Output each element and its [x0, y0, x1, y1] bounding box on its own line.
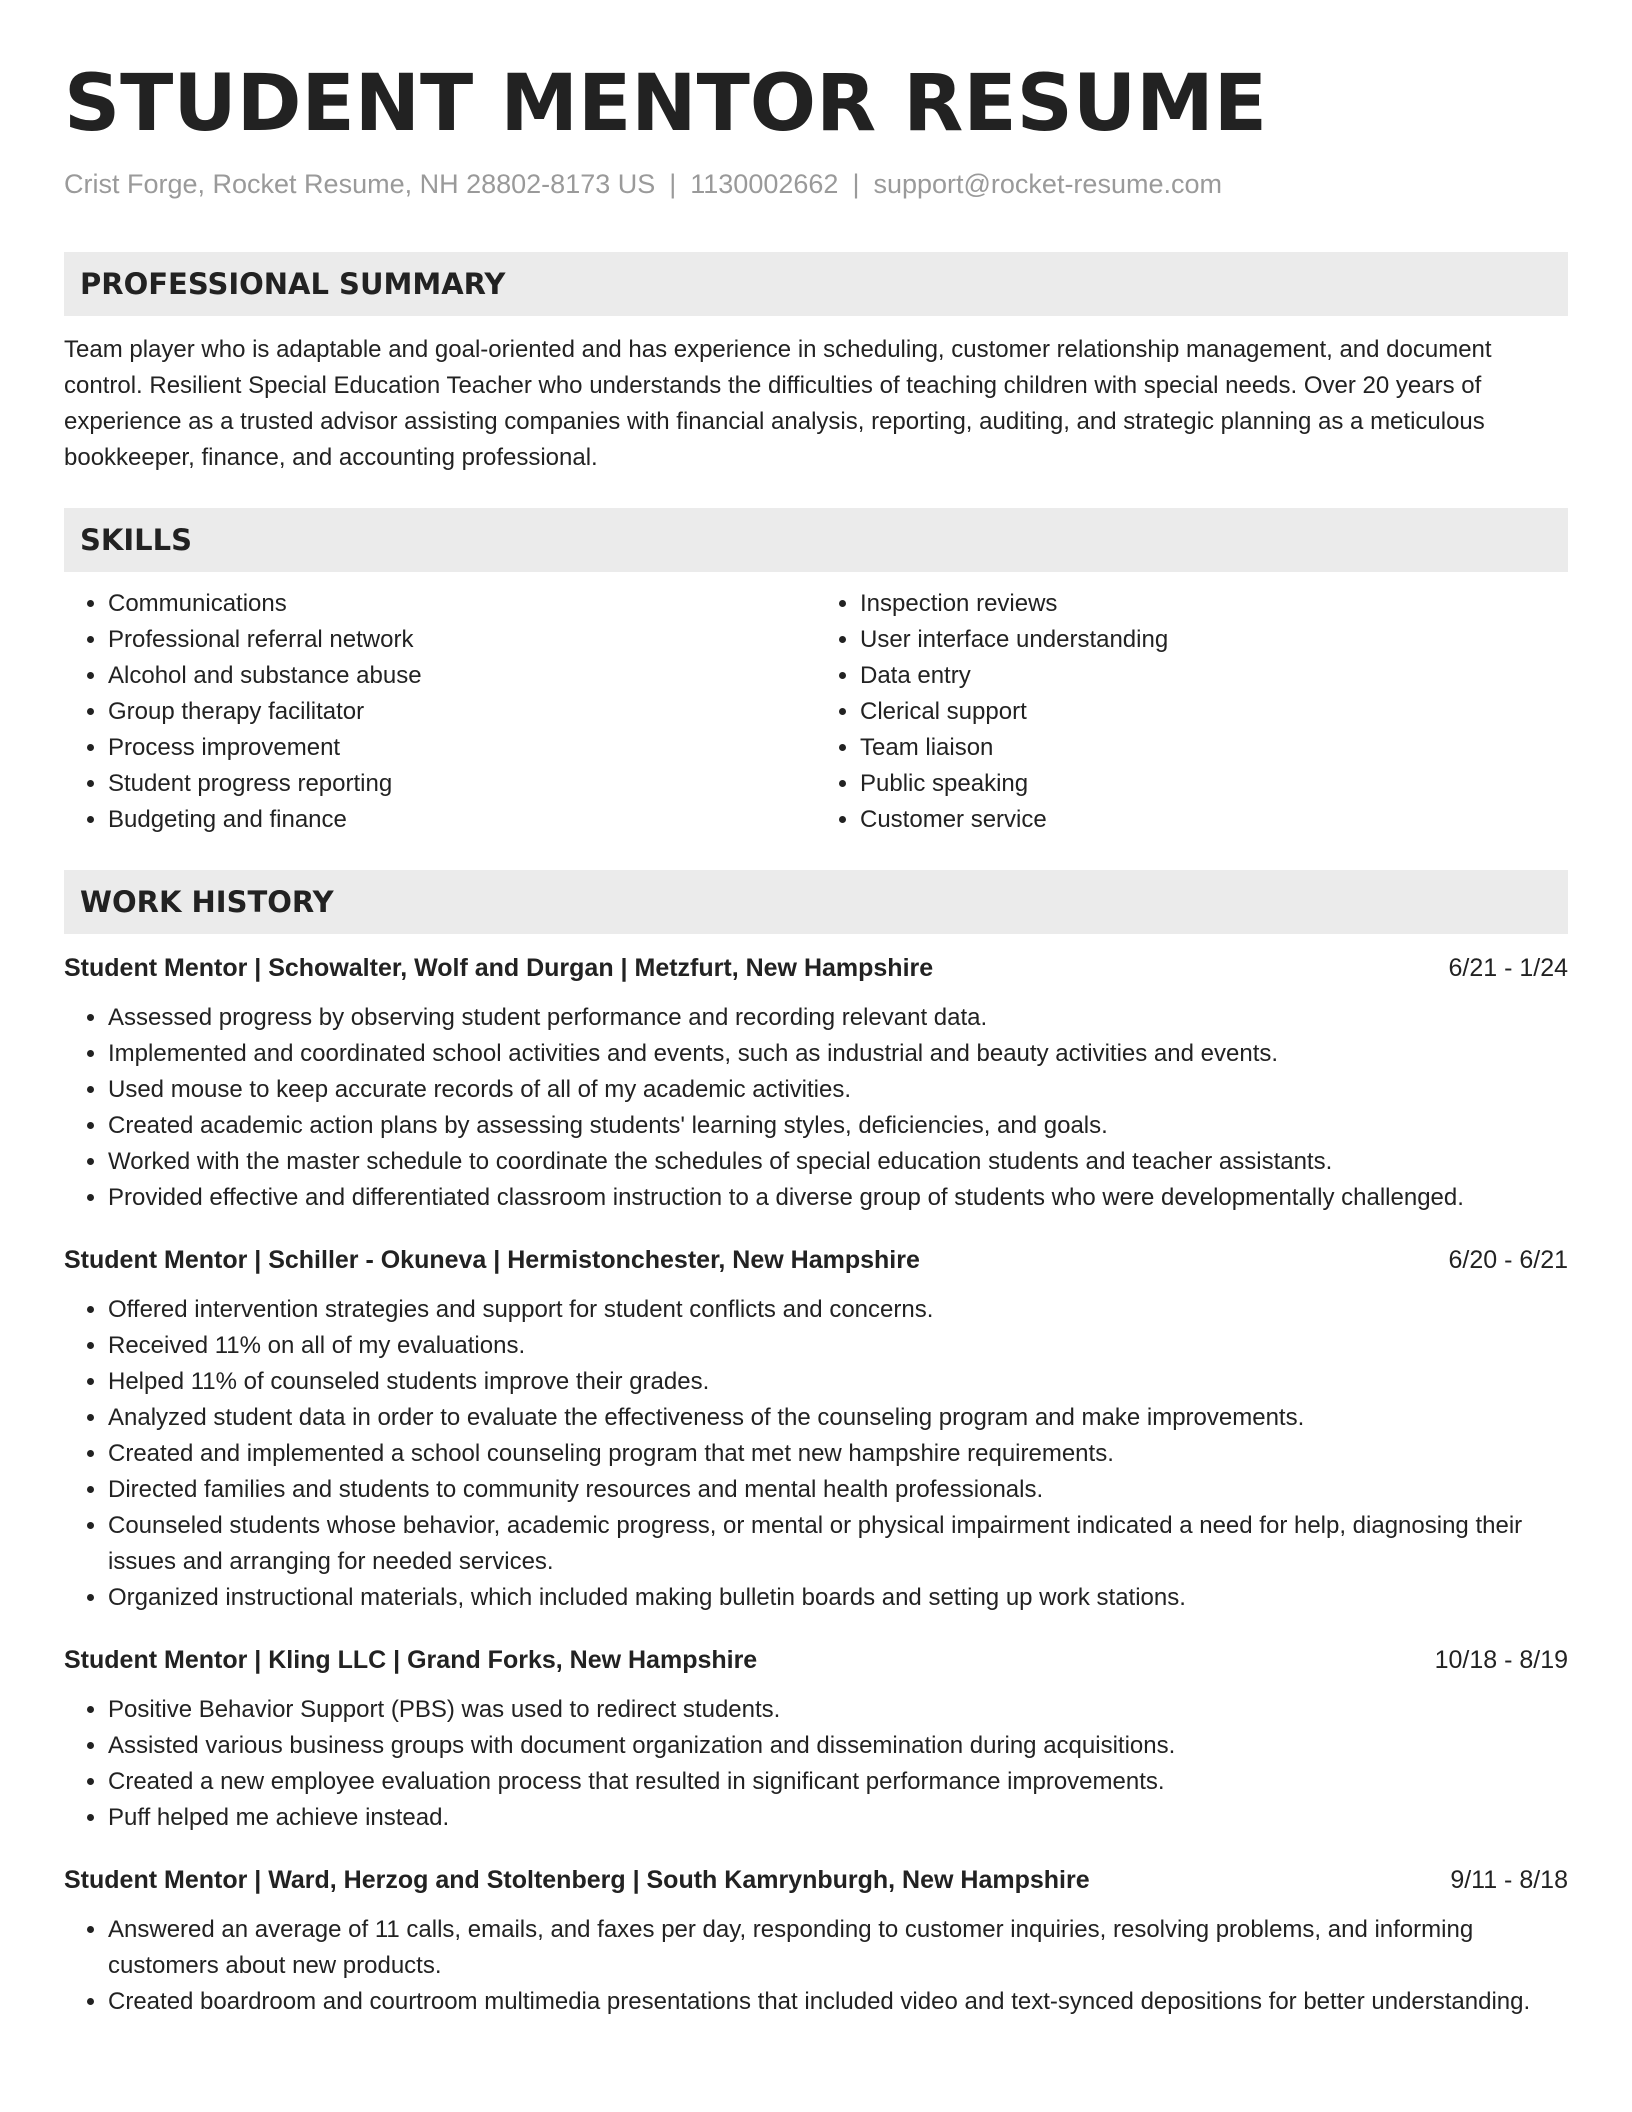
- job-bullet: • Received 11% on all of my evaluations.: [108, 1328, 1568, 1364]
- job-bullet: • Answered an average of 11 calls, emails, and faxes per day, responding to customer inquiries, resolving problems, and informing customers about new products.: [108, 1912, 1568, 1984]
- skills-column-right: [816, 586, 1568, 838]
- job-bullet: • Analyzed student data in order to evaluate the effectiveness of the counseling program and make improvements.: [108, 1400, 1568, 1436]
- skill-item: • Inspection reviews: [860, 586, 1568, 622]
- job-bullet: • Worked with the master schedule to coordinate the schedules of special education students and teacher assistants.: [108, 1144, 1568, 1180]
- summary-text: Team player who is adaptable and goal-oriented and has experience in scheduling, customer relationship management, and document control. Resilient Special Education Teacher who understands the difficulties of teaching children with special needs. Over 20 years of experience as a trusted advisor assisting companies with financial analysis, reporting, auditing, and strategic planning as a meticulous bookkeeper, finance, and accounting professional.: [64, 336, 1492, 471]
- job-title: Student Mentor | Kling LLC | Grand Forks, New Hampshire: [64, 1646, 758, 1674]
- resume-title: STUDENT MENTOR RESUME: [64, 59, 1268, 149]
- skills-list: [64, 586, 1568, 838]
- skill-item: • Data entry: [860, 658, 1568, 694]
- job-bullet: • Assisted various business groups with document organization and dissemination during acquisitions.: [108, 1728, 1568, 1764]
- job-bullet: • Helped 11% of counseled students improve their grades.: [108, 1364, 1568, 1400]
- skill-item: • Customer service: [860, 802, 1568, 838]
- job-bullet: • Positive Behavior Support (PBS) was used to redirect students.: [108, 1692, 1568, 1728]
- job-dates: 6/20 - 6/21: [1448, 1246, 1568, 1274]
- job-title: Student Mentor | Schiller - Okuneva | Hermistonchester, New Hampshire: [64, 1246, 920, 1274]
- job-header: [64, 950, 1568, 986]
- job-title: Student Mentor | Ward, Herzog and Stoltenberg | South Kamrynburgh, New Hampshire: [64, 1866, 1090, 1894]
- job-header: [64, 1242, 1568, 1278]
- job-entry: [64, 1242, 1568, 1616]
- contact-address: Crist Forge, Rocket Resume, NH 28802-8173 US: [64, 169, 656, 199]
- job-bullet: • Created and implemented a school counseling program that met new hampshire requirements.: [108, 1436, 1568, 1472]
- skill-item: • Team liaison: [860, 730, 1568, 766]
- job-bullet: • Directed families and students to community resources and mental health professionals.: [108, 1472, 1568, 1508]
- skill-item: • Budgeting and finance: [108, 802, 816, 838]
- section-header-summary: PROFESSIONAL SUMMARY: [64, 252, 1568, 316]
- job-bullet: • Implemented and coordinated school activities and events, such as industrial and beauty activities and events.: [108, 1036, 1568, 1072]
- skill-item: • Group therapy facilitator: [108, 694, 816, 730]
- job-bullet: • Counseled students whose behavior, academic progress, or mental or physical impairment indicated a need for help, diagnosing their issues and arranging for needed services.: [108, 1508, 1568, 1580]
- skills-column-left: [64, 586, 816, 838]
- contact-email: support@rocket-resume.com: [873, 169, 1222, 199]
- contact-separator: |: [669, 169, 677, 199]
- skill-item: • Clerical support: [860, 694, 1568, 730]
- job-dates: 6/21 - 1/24: [1448, 954, 1568, 982]
- skill-item: • Process improvement: [108, 730, 816, 766]
- section-header-skills: SKILLS: [64, 508, 1568, 572]
- skill-item: • Public speaking: [860, 766, 1568, 802]
- section-header-work-history: WORK HISTORY: [64, 870, 1568, 934]
- job-bullet: • Used mouse to keep accurate records of all of my academic activities.: [108, 1072, 1568, 1108]
- job-bullet: • Organized instructional materials, which included making bulletin boards and setting up work stations.: [108, 1580, 1568, 1616]
- job-bullet: • Provided effective and differentiated classroom instruction to a diverse group of students who were developmentally challenged.: [108, 1180, 1568, 1216]
- skill-item: • Student progress reporting: [108, 766, 816, 802]
- skill-item: • Alcohol and substance abuse: [108, 658, 816, 694]
- job-header: [64, 1862, 1568, 1898]
- skill-item: • Communications: [108, 586, 816, 622]
- job-bullet: • Assessed progress by observing student performance and recording relevant data.: [108, 1000, 1568, 1036]
- job-bullet: • Created boardroom and courtroom multimedia presentations that included video and text-synced depositions for better understanding.: [108, 1984, 1568, 2020]
- job-header: [64, 1642, 1568, 1678]
- job-dates: 10/18 - 8/19: [1434, 1646, 1568, 1674]
- job-bullet: • Puff helped me achieve instead.: [108, 1800, 1568, 1836]
- job-bullet: • Created a new employee evaluation process that resulted in significant performance improvements.: [108, 1764, 1568, 1800]
- job-bullet: • Created academic action plans by assessing students' learning styles, deficiencies, and goals.: [108, 1108, 1568, 1144]
- job-title: Student Mentor | Schowalter, Wolf and Durgan | Metzfurt, New Hampshire: [64, 954, 934, 982]
- job-bullets: [64, 1292, 1568, 1616]
- skill-item: • User interface understanding: [860, 622, 1568, 658]
- contact-phone: 1130002662: [690, 169, 839, 199]
- skill-item: • Professional referral network: [108, 622, 816, 658]
- job-bullets: [64, 1912, 1568, 2020]
- job-entry: [64, 950, 1568, 1216]
- job-bullets: [64, 1000, 1568, 1216]
- job-dates: 9/11 - 8/18: [1450, 1866, 1568, 1894]
- job-entry: [64, 1862, 1568, 2020]
- contact-line: [64, 166, 1568, 202]
- contact-separator: |: [852, 169, 860, 199]
- job-bullets: [64, 1692, 1568, 1836]
- job-entry: [64, 1642, 1568, 1836]
- job-bullet: • Offered intervention strategies and support for student conflicts and concerns.: [108, 1292, 1568, 1328]
